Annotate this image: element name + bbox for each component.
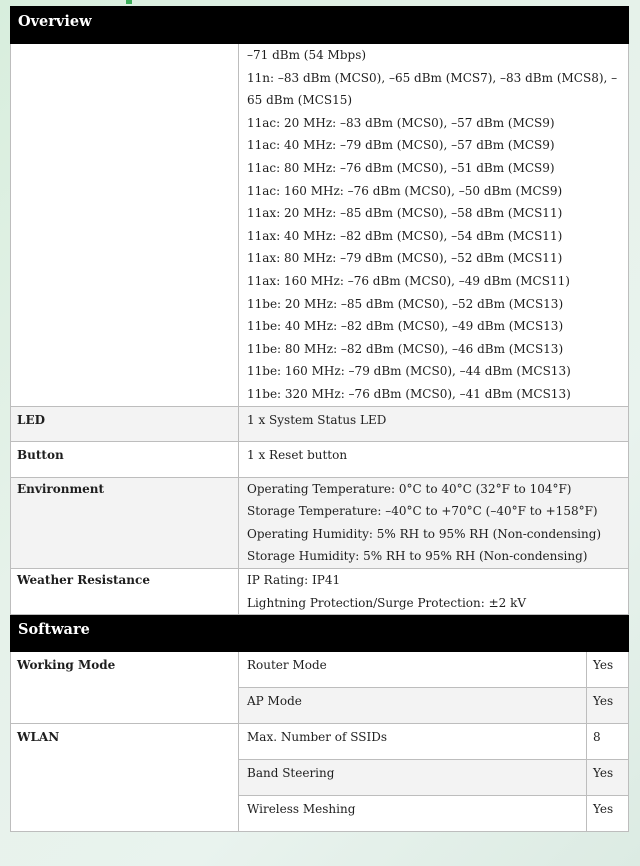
wlan-label: WLAN: [11, 724, 239, 832]
wlan-row: [11, 724, 629, 760]
button-row: [11, 442, 629, 478]
environment-line: Storage Temperature: –40°C to +70°C (–40°F to +158°F): [247, 504, 598, 519]
sensitivity-line: 11ac: 20 MHz: –83 dBm (MCS0), –57 dBm (MCS9): [247, 115, 555, 130]
led-value: 1 x System Status LED: [239, 406, 629, 442]
feature-name: Wireless Meshing: [239, 796, 587, 832]
sensitivity-line: 11ac: 80 MHz: –76 dBm (MCS0), –51 dBm (MCS9): [247, 160, 555, 175]
spec-table: [10, 6, 629, 832]
environment-values: [239, 477, 629, 568]
sensitivity-line: 11be: 20 MHz: –85 dBm (MCS0), –52 dBm (MCS13): [247, 296, 564, 311]
feature-value: 8: [587, 724, 629, 760]
receive-sensitivity-values: [239, 44, 629, 407]
feature-name: Band Steering: [239, 760, 587, 796]
environment-row: [11, 477, 629, 568]
sensitivity-line: 11ax: 20 MHz: –85 dBm (MCS0), –58 dBm (MCS11): [247, 206, 563, 221]
accent-mark: [126, 0, 132, 4]
environment-line: Operating Humidity: 5% RH to 95% RH (Non-condensing): [247, 526, 602, 541]
weather-line: IP Rating: IP41: [247, 573, 341, 588]
button-label: Button: [11, 442, 239, 478]
working-mode-row: [11, 652, 629, 688]
weather-values: [239, 569, 629, 615]
environment-label: Environment: [11, 477, 239, 568]
sensitivity-line: 11ac: 40 MHz: –79 dBm (MCS0), –57 dBm (MCS9): [247, 138, 555, 153]
sensitivity-line: 11be: 80 MHz: –82 dBm (MCS0), –46 dBm (MCS13): [247, 341, 564, 356]
weather-row: [11, 569, 629, 615]
software-title: Software: [11, 615, 629, 652]
led-label: LED: [11, 406, 239, 442]
sensitivity-line: –71 dBm (54 Mbps): [247, 48, 367, 62]
feature-name: AP Mode: [239, 688, 587, 724]
button-value: 1 x Reset button: [239, 442, 629, 478]
sensitivity-line: 11ac: 160 MHz: –76 dBm (MCS0), –50 dBm (MCS9): [247, 183, 563, 198]
feature-name: Router Mode: [239, 652, 587, 688]
led-row: [11, 406, 629, 442]
feature-value: Yes: [587, 796, 629, 832]
feature-name: Max. Number of SSIDs: [239, 724, 587, 760]
sensitivity-line: 11be: 160 MHz: –79 dBm (MCS0), –44 dBm (MCS13): [247, 364, 571, 379]
sensitivity-line: 11ax: 80 MHz: –79 dBm (MCS0), –52 dBm (MCS11): [247, 251, 563, 266]
feature-value: Yes: [587, 688, 629, 724]
feature-value: Yes: [587, 760, 629, 796]
receive-sensitivity-row: [11, 44, 629, 407]
sensitivity-line: 11ax: 160 MHz: –76 dBm (MCS0), –49 dBm (MCS11): [247, 273, 570, 288]
environment-line: Operating Temperature: 0°C to 40°C (32°F to 104°F): [247, 481, 572, 496]
sensitivity-line: 11be: 320 MHz: –76 dBm (MCS0), –41 dBm (MCS13): [247, 386, 571, 401]
feature-value: Yes: [587, 652, 629, 688]
sensitivity-line: 11be: 40 MHz: –82 dBm (MCS0), –49 dBm (MCS13): [247, 319, 564, 334]
overview-title: Overview: [11, 7, 629, 44]
software-section-header: [11, 615, 629, 652]
receive-sensitivity-label: [11, 44, 239, 407]
weather-line: Lightning Protection/Surge Protection: ±2 kV: [247, 595, 527, 610]
sensitivity-line: 11ax: 40 MHz: –82 dBm (MCS0), –54 dBm (MCS11): [247, 228, 563, 243]
working-mode-label: Working Mode: [11, 652, 239, 724]
environment-line: Storage Humidity: 5% RH to 95% RH (Non-condensing): [247, 549, 588, 564]
sensitivity-line: 11n: –83 dBm (MCS0), –65 dBm (MCS7), –83 dBm (MCS8), –65 dBm (MCS15): [247, 70, 618, 108]
overview-section-header: [11, 7, 629, 44]
weather-label: Weather Resistance: [11, 569, 239, 615]
